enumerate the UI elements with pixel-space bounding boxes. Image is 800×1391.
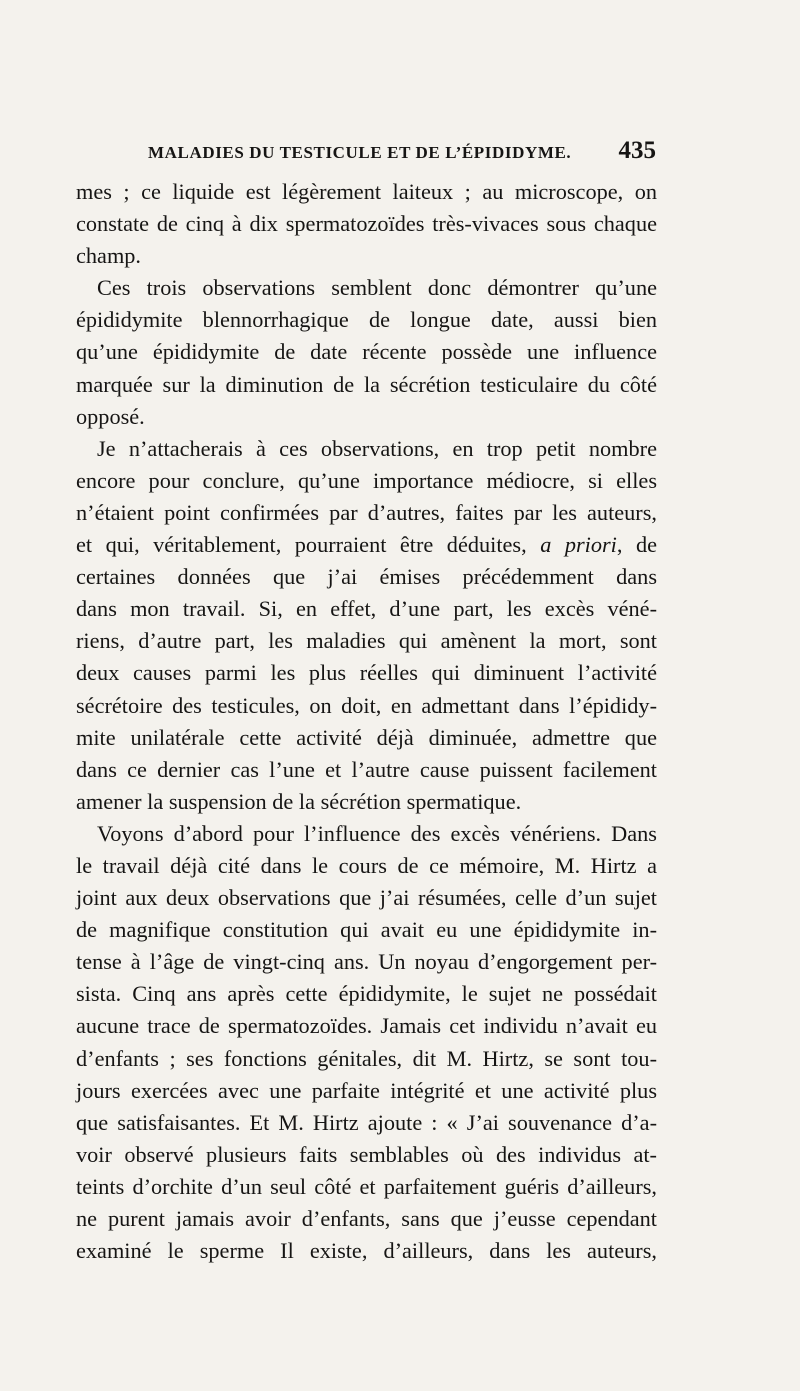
text-line: d’enfants ; ses fonctions génitales, dit M. Hirtz, se sont tou- [76, 1045, 657, 1071]
text-line: joint aux deux observations que j’ai résumées, celle d’un sujet [76, 885, 657, 911]
body-text [76, 176, 657, 1267]
text-line: dans ce dernier cas l’une et l’autre cause puissent facilement [76, 756, 657, 782]
text-line: ne purent jamais avoir d’enfants, sans que j’eusse cependant [76, 1206, 657, 1231]
text-line: de magnifique constitution qui avait eu une épididymite in- [76, 917, 657, 943]
italic-phrase: a priori [540, 532, 617, 558]
text-line: qu’une épididymite de date récente possède une influence [76, 339, 657, 365]
running-head [148, 137, 656, 173]
text-segment: et qui, véritablement, pourraient être déduites, [76, 532, 541, 558]
text-line: constate de cinq à dix spermatozoïdes très-vivaces sous chaque [76, 211, 657, 237]
text-line: sista. Cinq ans après cette épididymite, le sujet ne possédait [76, 981, 657, 1007]
text-line [76, 529, 657, 561]
text-line: Voyons d’abord pour l’influence des excès vénériens. Dans [97, 820, 657, 846]
text-line: épididymite blennorrhagique de longue date, aussi bien [76, 307, 657, 333]
text-line: sécrétoire des testicules, on doit, en admettant dans l’épididy- [76, 692, 657, 718]
text-line: amener la suspension de la sécrétion spermatique. [76, 788, 522, 814]
text-line: le travail déjà cité dans le cours de ce mémoire, M. Hirtz a [76, 852, 657, 878]
page-number: 435 [618, 137, 656, 164]
text-line: tense à l’âge de vingt-cinq ans. Un noyau d’engorgement per- [76, 949, 657, 975]
text-line: teints d’orchite d’un seul côté et parfaitement guéris d’ailleurs, [76, 1173, 657, 1199]
text-line: que satisfaisantes. Et M. Hirtz ajoute : « J’ai souvenance d’a- [76, 1109, 657, 1135]
text-line: marquée sur la diminution de la sécrétion testiculaire du côté [76, 371, 657, 397]
text-line: opposé. [76, 403, 145, 429]
text-line: jours exercées avec une parfaite intégrité et une activité plus [76, 1077, 657, 1103]
text-line: Ces trois observations semblent donc démontrer qu’une [97, 275, 657, 301]
text-line: Je n’attacherais à ces observations, en trop petit nombre [97, 435, 657, 461]
text-segment: , de [616, 532, 657, 558]
text-line: deux causes parmi les plus réelles qui diminuent l’activité [76, 660, 657, 686]
text-line: champ. [76, 243, 142, 269]
text-line: dans mon travail. Si, en effet, d’une part, les excès véné- [76, 596, 657, 622]
text-line: examiné le sperme Il existe, d’ailleurs, dans les auteurs, [76, 1238, 657, 1264]
text-line: certaines données que j’ai émises précédemment dans [76, 564, 657, 590]
text-line: aucune trace de spermatozoïdes. Jamais cet individu n’avait eu [76, 1013, 657, 1039]
running-title: MALADIES DU TESTICULE ET DE L’ÉPIDIDYME. [148, 143, 572, 162]
text-line: voir observé plusieurs faits semblables où des individus at- [76, 1141, 657, 1167]
text-line: encore pour conclure, qu’une importance médiocre, si elles [76, 467, 657, 493]
text-line: n’étaient point confirmées par d’autres, faites par les auteurs, [76, 499, 657, 525]
text-line: mes ; ce liquide est légèrement laiteux ; au microscope, on [76, 179, 657, 204]
text-line: mite unilatérale cette activité déjà diminuée, admettre que [76, 724, 657, 750]
text-line: riens, d’autre part, les maladies qui amènent la mort, sont [76, 628, 657, 654]
